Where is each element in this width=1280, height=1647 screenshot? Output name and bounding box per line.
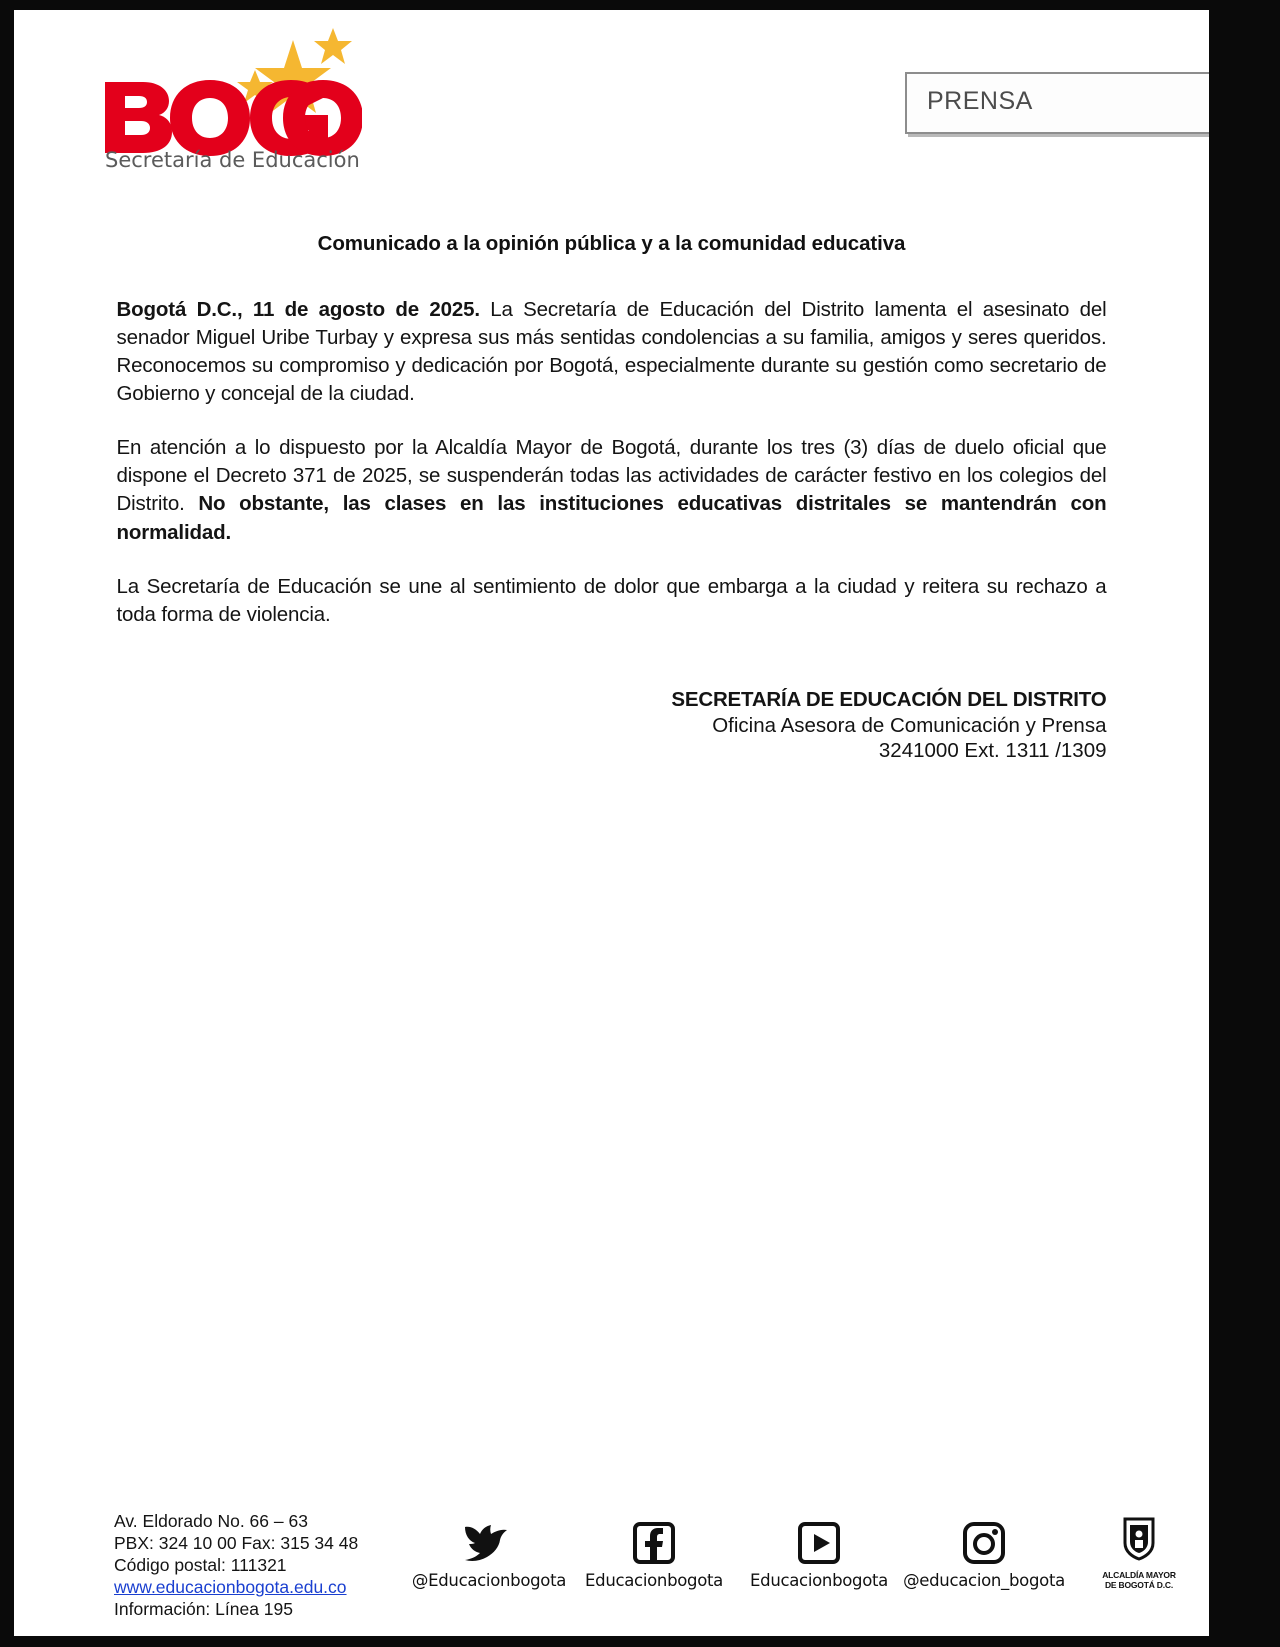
document-footer: [14, 1486, 1209, 1636]
document-page: [14, 10, 1209, 1636]
paragraph-3: La Secretaría de Educación se une al sentimiento de dolor que embarga a la ciudad y reitera su rechazo a toda forma de violencia.: [116, 574, 1107, 626]
paragraph-1: [117, 296, 1107, 408]
social-link-youtube[interactable]: [744, 1519, 894, 1590]
social-handle-instagram: @educacion_bogota: [903, 1571, 1065, 1590]
footer-postal-code: Código postal: 111321: [114, 1555, 287, 1576]
footer-phone: PBX: 324 10 00 Fax: 315 34 48: [114, 1533, 359, 1554]
social-link-instagram[interactable]: [903, 1519, 1065, 1590]
signature-block: [117, 687, 1107, 764]
logo-subtitle-text: Secretaría de Educación: [105, 148, 360, 170]
signature-phone: 3241000 Ext. 1311 /1309: [878, 739, 1107, 763]
social-link-facebook[interactable]: [579, 1519, 729, 1590]
instagram-icon: [962, 1519, 1006, 1565]
social-handle-facebook: Educacionbogota: [585, 1571, 723, 1590]
prensa-label: PRENSA: [927, 87, 1033, 115]
alcaldia-shield-icon: [1122, 1516, 1156, 1567]
document-header: [14, 10, 1209, 180]
signature-office: Oficina Asesora de Comunicación y Prensa: [712, 713, 1107, 737]
signature-organization: SECRETARÍA DE EDUCACIÓN DEL DISTRITO: [671, 687, 1107, 711]
page-title: Comunicado a la opinión pública y a la comunidad educativa: [317, 232, 906, 255]
footer-contact-block: [114, 1510, 358, 1620]
twitter-icon: [462, 1519, 516, 1565]
paragraph-1-lead: Bogotá D.C., 11 de agosto de 2025.: [116, 298, 480, 321]
footer-social-links: [411, 1516, 1204, 1590]
footer-info-line: Información: Línea 195: [114, 1599, 294, 1620]
footer-website-link[interactable]: www.educacionbogota.edu.co: [114, 1577, 347, 1598]
paragraph-2-bold: No obstante, las clases en las instituciones educativas distritales se mantendrán con normalidad.: [116, 492, 1107, 544]
crest-line-1: ALCALDÍA MAYOR: [1102, 1570, 1176, 1580]
paragraph-1-text: La Secretaría de Educación del Distrito lamenta el asesinato del senador Miguel Uribe Turbay y expresa sus más sentidas condolencias a su familia, amigos y seres queridos. Reconocemos su compromiso y dedicación por Bogotá, especialmente durante su gestión como secretario de Gobierno y concejal de la ciudad.: [116, 298, 1107, 406]
footer-address: Av. Eldorado No. 66 – 63: [114, 1511, 308, 1531]
facebook-icon: [632, 1519, 676, 1565]
alcaldia-mayor-crest: [1074, 1516, 1204, 1590]
paragraph-2: [117, 434, 1107, 546]
youtube-icon: [797, 1519, 841, 1565]
social-handle-youtube: Educacionbogota: [750, 1571, 888, 1590]
document-body: [14, 180, 1209, 764]
bogota-secretaria-educacion-logo: [97, 22, 362, 170]
content-column: [117, 256, 1107, 764]
social-handle-twitter: @Educacionbogota: [411, 1571, 567, 1590]
social-link-twitter[interactable]: [411, 1519, 567, 1590]
crest-line-2: DE BOGOTÁ D.C.: [1104, 1580, 1174, 1590]
prensa-box: [905, 72, 1209, 134]
paragraph-2-text: En atención a lo dispuesto por la Alcaldía Mayor de Bogotá, durante los tres (3) días de duelo oficial que dispone el Decreto 371 de 2025, se suspenderán todas las actividades de carácter festivo en los colegios del Distrito.: [116, 436, 1107, 516]
